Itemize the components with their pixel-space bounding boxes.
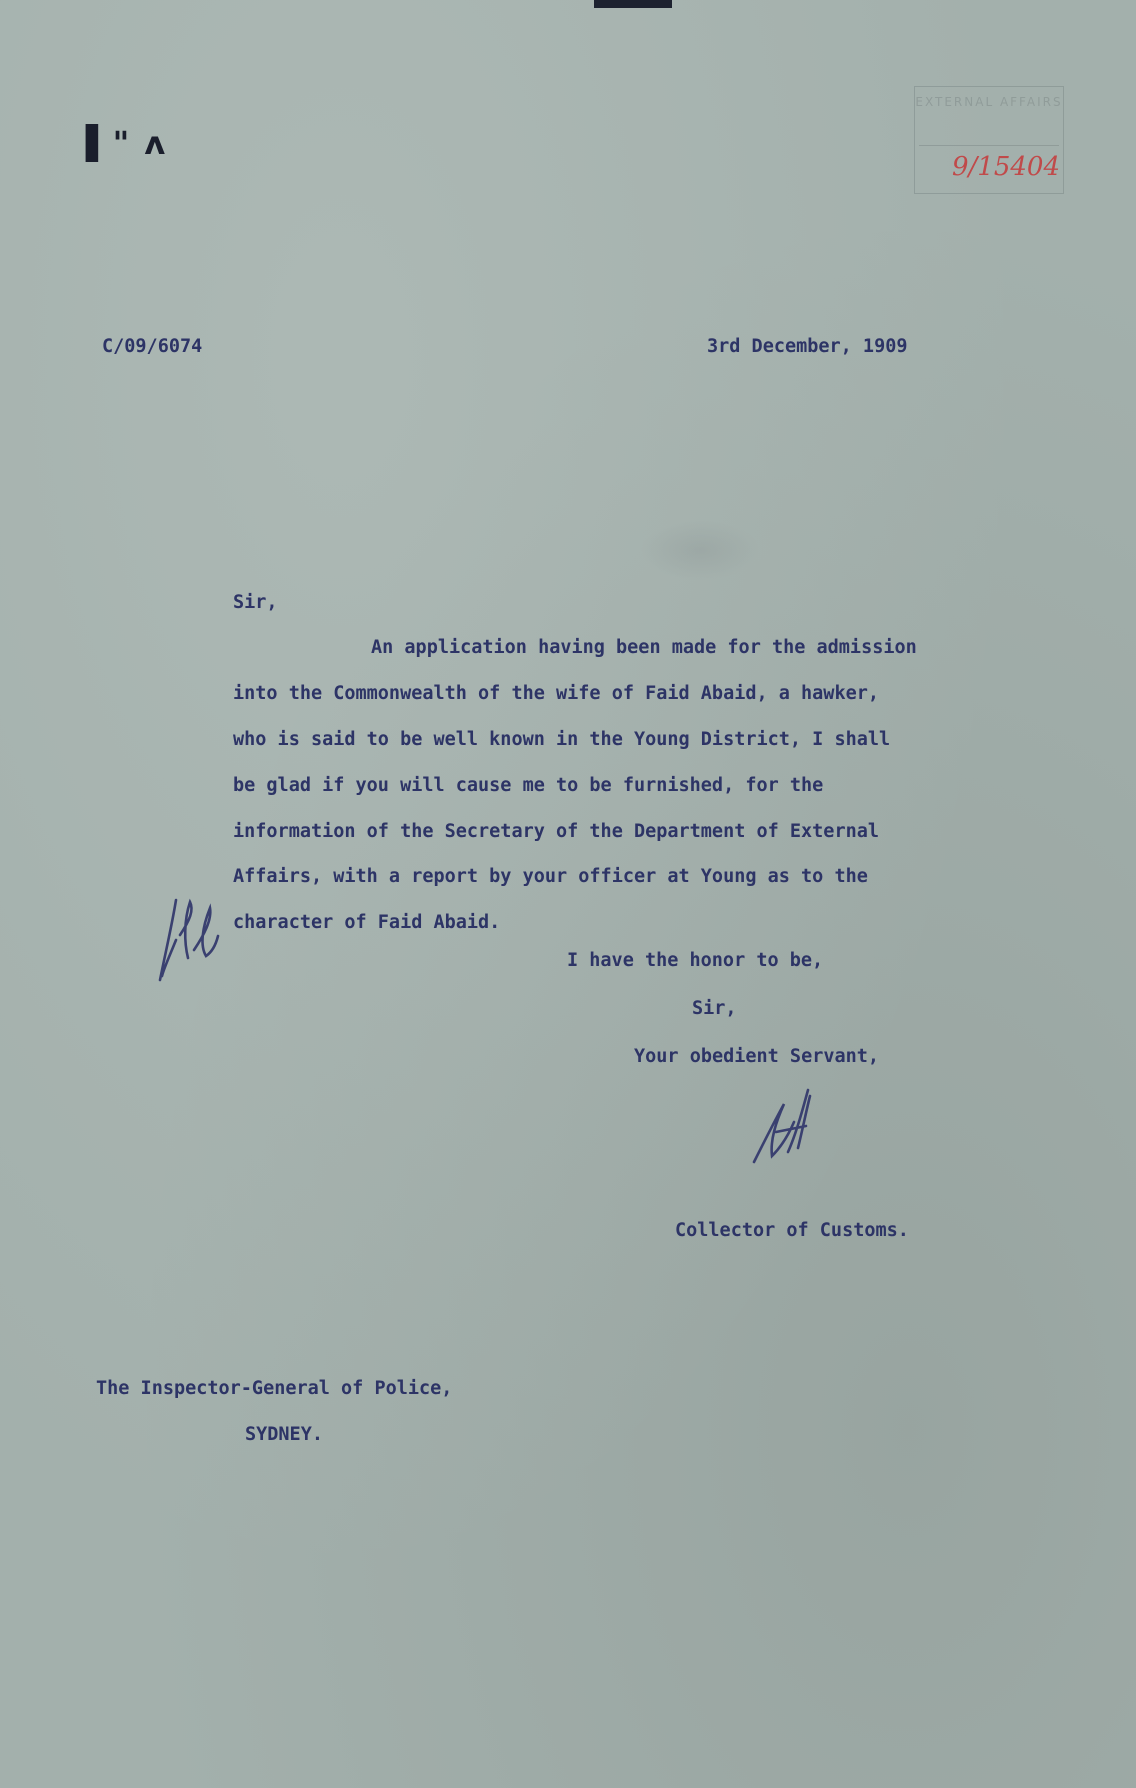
body-line-6: Affairs, with a report by your officer at Young as to the — [233, 866, 868, 887]
addressee-city: SYDNEY. — [245, 1424, 323, 1445]
body-line-1: An application having been made for the admission — [371, 637, 917, 658]
addressee-title: The Inspector-General of Police, — [96, 1378, 453, 1399]
paper-smudge — [640, 520, 760, 580]
handwritten-initials — [150, 880, 230, 990]
salutation: Sir, — [233, 592, 278, 613]
stamp-divider — [919, 145, 1059, 146]
body-line-5: information of the Secretary of the Department of External — [233, 821, 880, 842]
body-line-7: character of Faid Abaid. — [233, 912, 501, 933]
body-line-3: who is said to be well known in the Young District, I shall — [233, 729, 891, 750]
body-line-2: into the Commonwealth of the wife of Faid Abaid, a hawker, — [233, 683, 880, 704]
handwritten-signature — [746, 1082, 816, 1172]
signatory-title: Collector of Customs. — [675, 1220, 909, 1241]
closing-line-1: I have the honor to be, — [567, 950, 824, 971]
stamp-number: 9/15404 — [952, 152, 1061, 182]
corner-mark: ▌" ʌ — [86, 124, 168, 162]
letter-date: 3rd December, 1909 — [707, 336, 908, 357]
reference-number: C/09/6074 — [102, 336, 203, 357]
body-line-4: be glad if you will cause me to be furnished, for the — [233, 775, 824, 796]
closing-line-2: Sir, — [692, 998, 737, 1019]
closing-line-3: Your obedient Servant, — [634, 1046, 880, 1067]
page-edge-mark — [594, 0, 672, 8]
stamp-label: EXTERNAL AFFAIRS — [915, 95, 1063, 109]
